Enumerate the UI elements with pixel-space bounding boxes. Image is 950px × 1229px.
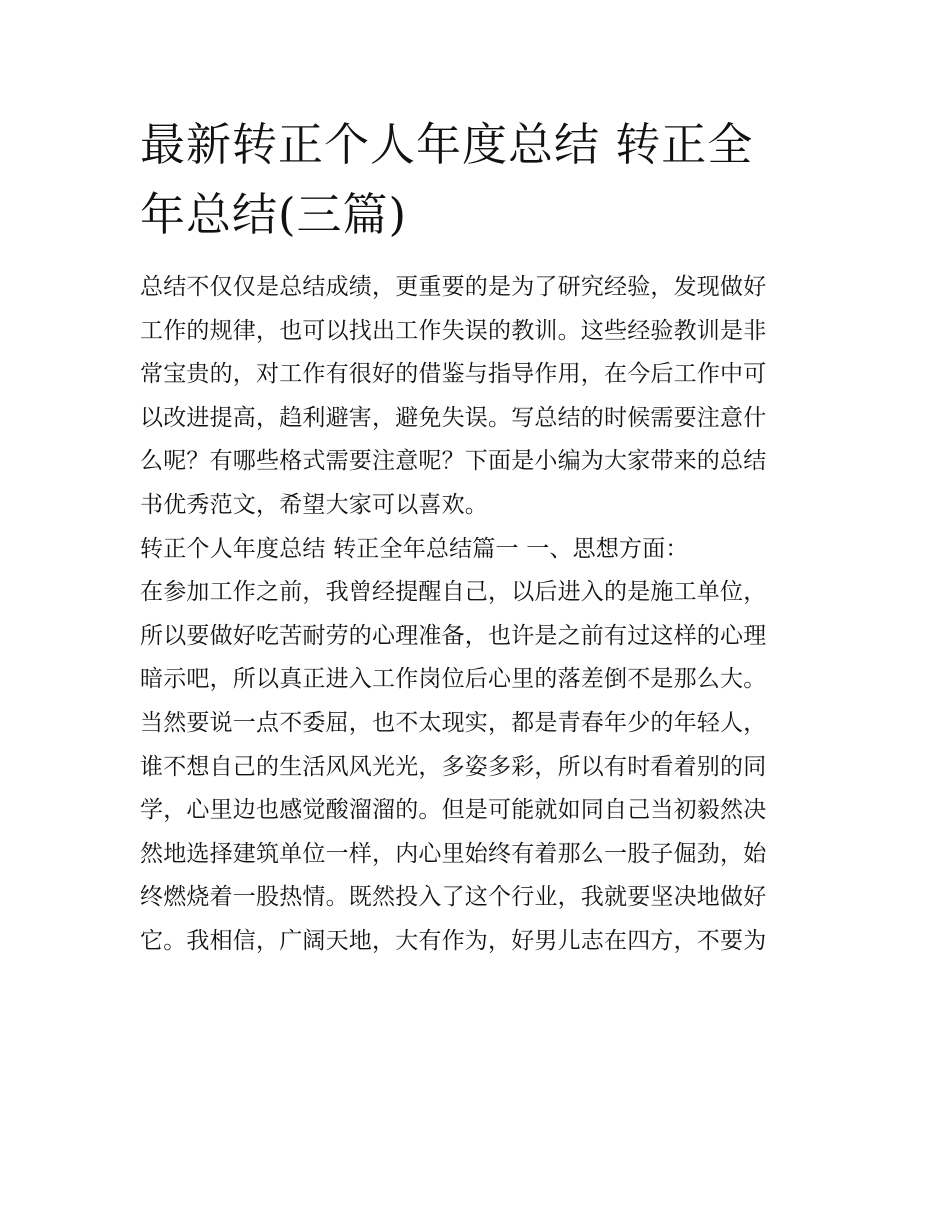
body-line: 工作的规律，也可以找出工作失误的教训。这些经验教训是非 — [140, 317, 767, 344]
body-line: 它。我相信，广阔天地，大有作为，好男儿志在四方，不要为 — [140, 927, 767, 954]
body-line: 谁不想自己的生活风风光光，多姿多彩，所以有时看着别的同 — [140, 753, 767, 780]
body-line: 然地选择建筑单位一样，内心里始终有着那么一股子倔劲，始 — [140, 840, 767, 867]
body-line: 以改进提高，趋利避害，避免失误。写总结的时候需要注意什 — [140, 404, 767, 431]
body-line: 当然要说一点不委屈，也不太现实，都是青春年少的年轻人， — [140, 709, 767, 736]
title-line: 最新转正个人年度总结 转正全 — [140, 118, 754, 171]
document-body — [140, 266, 812, 964]
body-line: 在参加工作之前，我曾经提醒自己，以后进入的是施工单位， — [140, 579, 767, 606]
body-line: 总结不仅仅是总结成绩，更重要的是为了研究经验，发现做好 — [140, 274, 767, 300]
body-line: 常宝贵的，对工作有很好的借鉴与指导作用，在今后工作中可 — [140, 361, 767, 388]
body-line: 暗示吧，所以真正进入工作岗位后心里的落差倒不是那么大。 — [140, 666, 767, 693]
document-page — [140, 110, 812, 964]
title-line: 年总结(三篇) — [140, 188, 408, 241]
body-line: 书优秀范文，希望大家可以喜欢。 — [140, 491, 488, 518]
body-line: 么呢？有哪些格式需要注意呢？下面是小编为大家带来的总结 — [140, 448, 767, 475]
body-line: 终燃烧着一股热情。既然投入了这个行业，我就要坚决地做好 — [140, 884, 767, 911]
body-line: 所以要做好吃苦耐劳的心理准备，也许是之前有过这样的心理 — [140, 622, 767, 649]
document-title — [140, 110, 812, 250]
body-line: 学，心里边也感觉酸溜溜的。但是可能就如同自己当初毅然决 — [140, 797, 767, 824]
section-heading: 转正个人年度总结 转正全年总结篇一 一、思想方面： — [140, 535, 689, 562]
